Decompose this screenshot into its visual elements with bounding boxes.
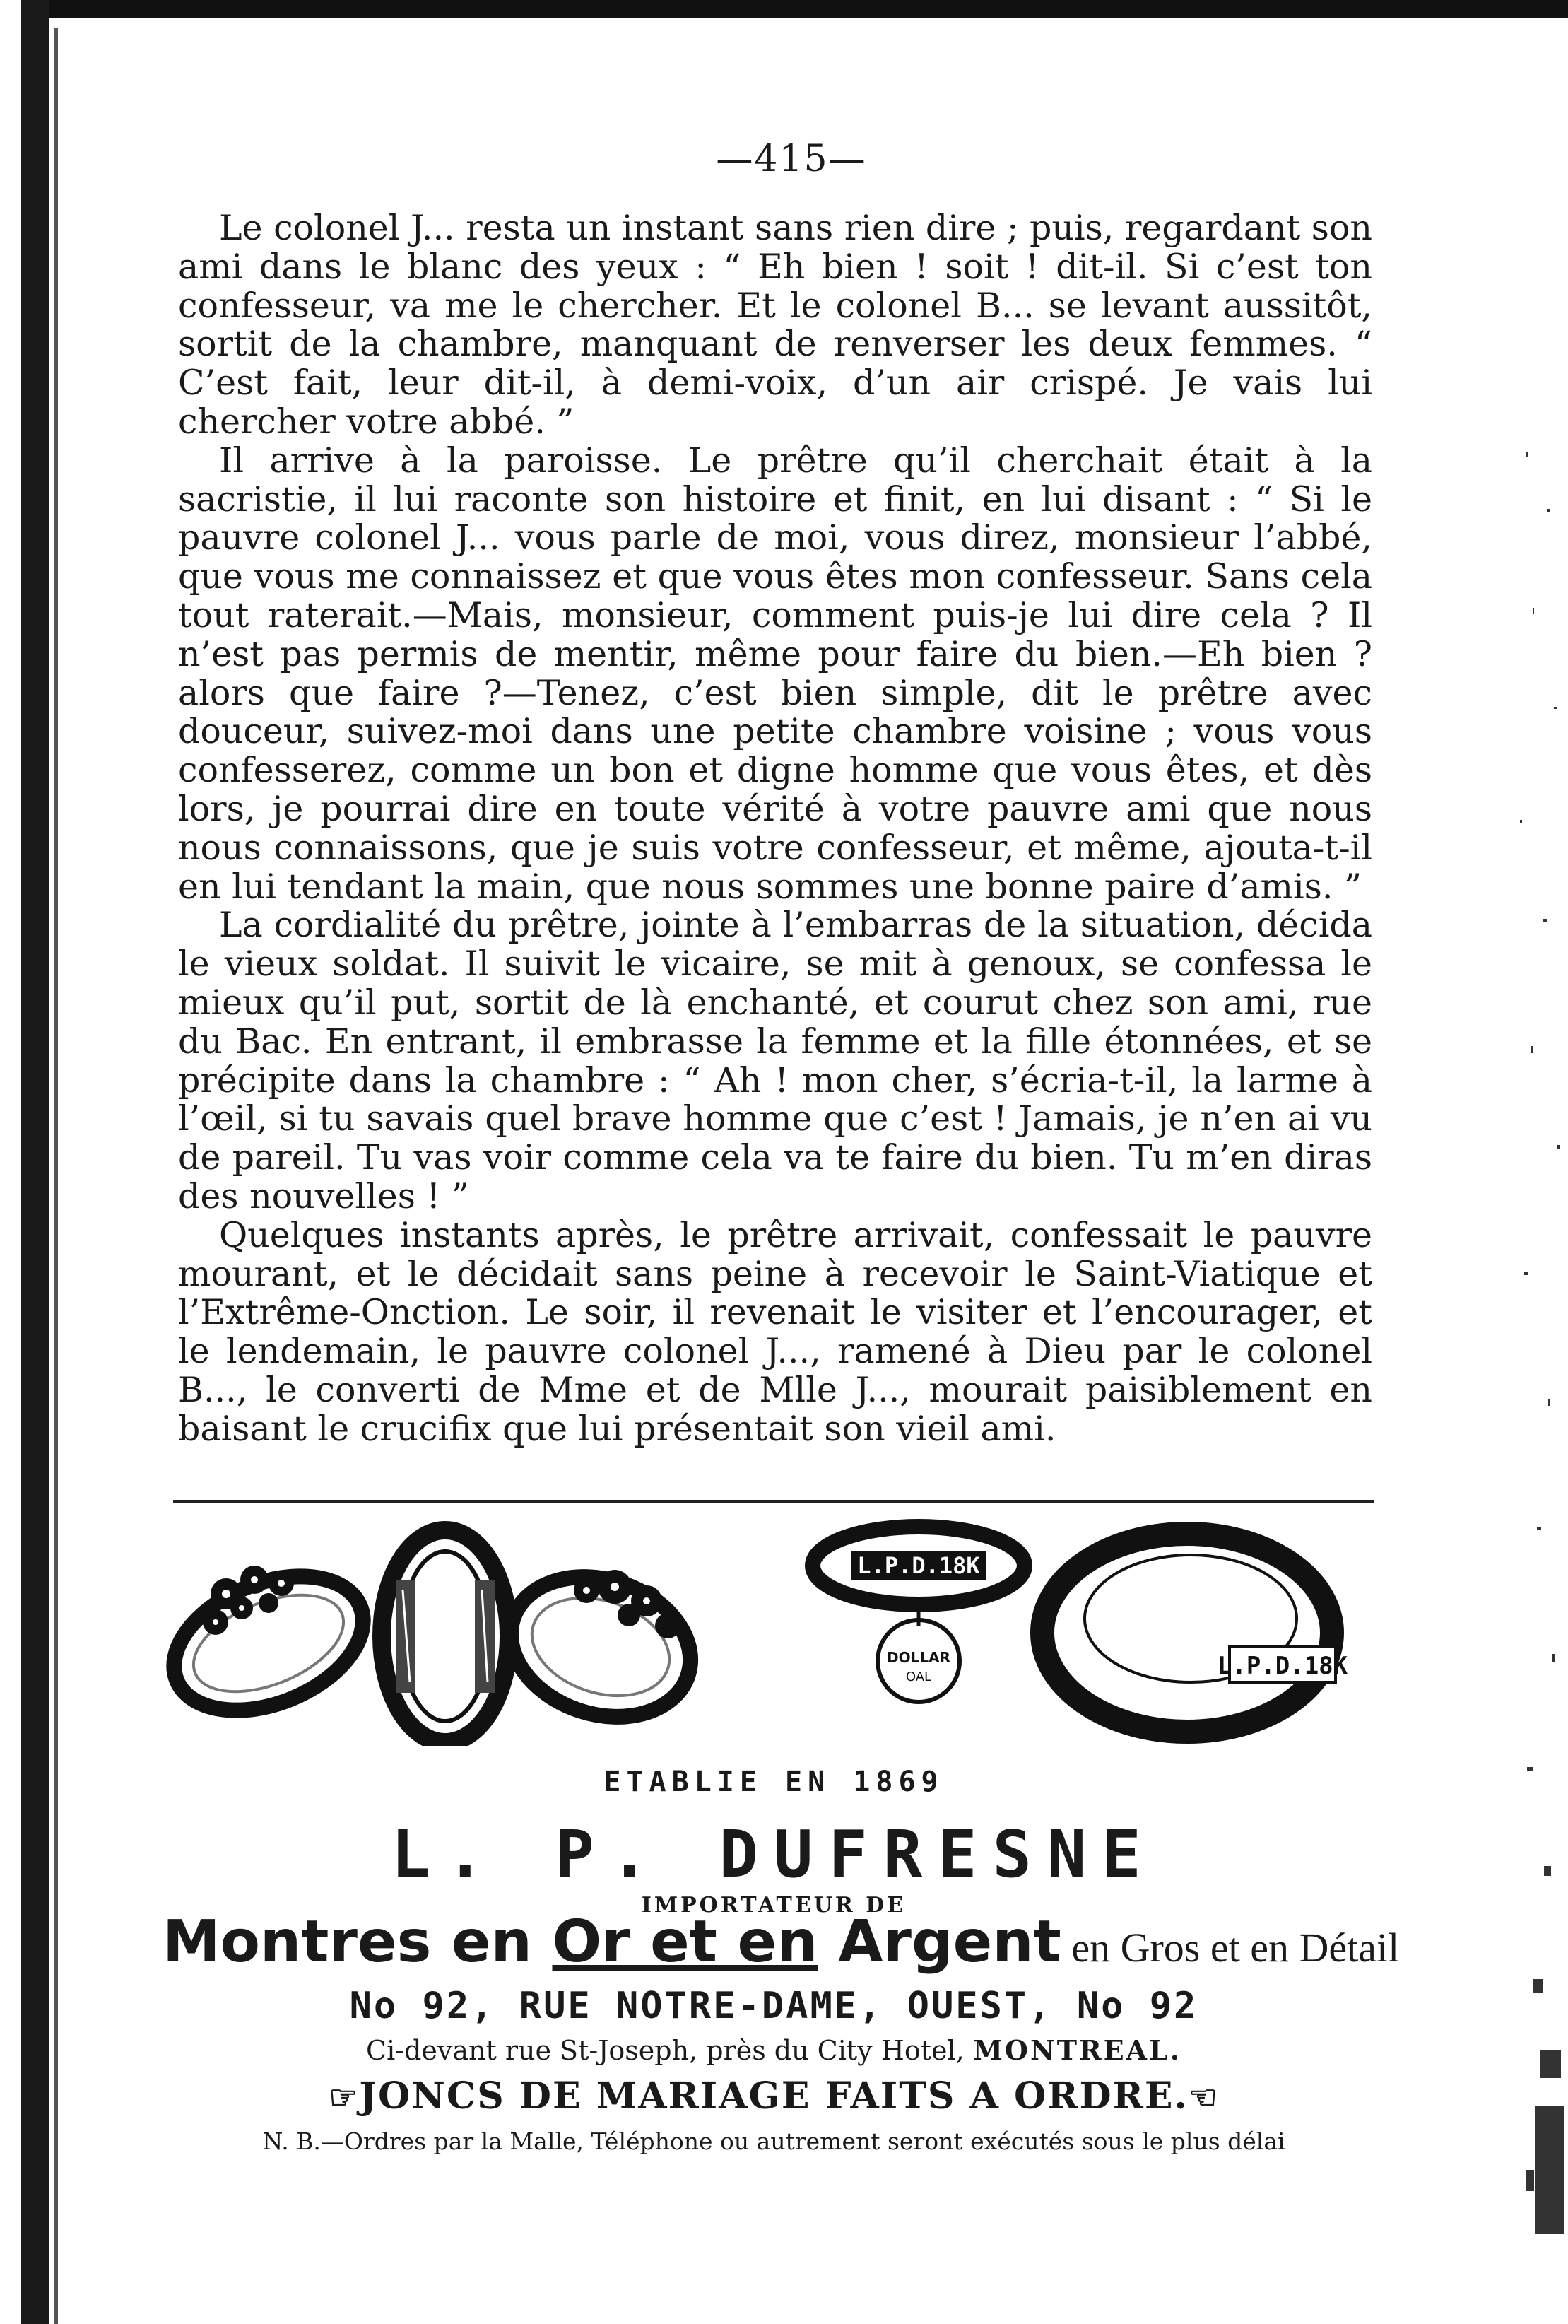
wide-band-icon: [1042, 1534, 1348, 1732]
ring-engraving: L.P.D.18K: [857, 1552, 980, 1579]
pointing-hand-icon: ☜: [1188, 2078, 1219, 2116]
ad-business-name: L. P. DUFRESNE: [391, 1817, 1157, 1892]
page-number: —415—: [716, 138, 867, 180]
ad-formerly: [163, 2034, 1385, 2066]
ad-formerly-text: Ci-devant rue St-Joseph, près du City Hotel,: [366, 2035, 973, 2066]
charm-text: OAL: [905, 1669, 932, 1684]
ad-note: N. B.—Ordres par la Malle, Téléphone ou autrement seront exécutés sous le plus délai: [262, 2128, 1285, 2155]
paragraph: La cordialité du prêtre, jointe à l’embarras de la situation, décida le vieux soldat. Il suivit le vicaire, se mit à genoux, se confessa le mieux qu’il put, sortit de là enchanté, et courut chez son ami, rue du Bac. En entrant, il embrasse la femme et la fille étonnées, et se précipite dans la chambre : “ Ah ! mon cher, s’écria-t-il, la larme à l’œil, si tu savais quel brave homme que c’est ! Jamais, je n’en ai vu de pareil. Tu vas voir comme cela va te faire du bien. Tu m’en diras des nouvelles ! ”: [178, 905, 1372, 1216]
ad-headline-main-2: Argent: [818, 1908, 1061, 1976]
jewelry-illustration: [163, 1513, 1385, 1746]
charm-band-icon: [813, 1527, 1025, 1702]
paragraph: Il arrive à la paroisse. Le prêtre qu’il cherchait était à la sacristie, il lui raconte son histoire et finit, en lui disant : “ Si le pauvre colonel J... vous parle de moi, vous direz, monsieur l’abbé, que vous me connaissez et que vous êtes mon confesseur. Sans cela tout raterait.—Mais, monsieur, comment puis-je lui dire cela ? Il n’est pas permis de mentir, même pour faire du bien.—Eh bien ? alors que faire ?—Tenez, c’est bien simple, dit le prêtre avec douceur, suivez-moi dans une petite chambre voisine ; vous vous confesserez, comme un bon et digne homme que vous êtes, et dès lors, je pourrai dire en toute vérité à votre pauvre ami que nous nous connaissons, que je suis votre confesseur, et même, ajouta-t-il en lui tendant la main, que nous sommes une bonne paire d’amis. ”: [178, 440, 1372, 907]
ad-headline: [163, 1908, 1400, 1976]
ring-engraving: L.P.D.18K: [1217, 1652, 1348, 1680]
scan-top-border: [21, 0, 1568, 18]
charm-text: DOLLAR: [887, 1649, 950, 1666]
ad-headline-small: en Gros et en Détail: [1061, 1925, 1400, 1971]
ad-headline-underlined: Or et en: [552, 1908, 818, 1976]
gem-ring-icon: [163, 1551, 383, 1737]
ad-importer: IMPORTATEUR DE: [641, 1893, 907, 1918]
ad-rings-order-text: JONCS DE MARIAGE FAITS A ORDRE.: [359, 2074, 1189, 2118]
ad-address: No 92, RUE NOTRE-DAME, OUEST, No 92: [349, 1985, 1198, 2027]
ad-headline-main: Montres en: [163, 1908, 553, 1976]
article-body: [178, 209, 1372, 1449]
paragraph: Le colonel J... resta un instant sans rien dire ; puis, regardant son ami dans le blanc des yeux : “ Eh bien ! soit ! dit-il. Si c’est ton confesseur, va me le chercher. Et le colonel B... se levant aussitôt, sortit de la chambre, manquant de renverser les deux femmes. “ C’est fait, leur dit-il, à demi-voix, d’un air crispé. Je vais lui chercher votre abbé. ”: [178, 208, 1372, 442]
ad-established: ETABLIE EN 1869: [603, 1766, 944, 1798]
pointing-hand-icon: ☞: [329, 2078, 360, 2116]
ad-city: MONTREAL.: [972, 2034, 1181, 2066]
section-divider: [173, 1500, 1374, 1503]
scan-left-shadow: [54, 28, 58, 2324]
engraved-band-icon: [382, 1530, 509, 1742]
scan-edge-noise: [1511, 424, 1568, 2324]
paragraph: Quelques instants après, le prêtre arrivait, confessait le pauvre mourant, et le décidait sans peine à recevoir le Saint-Viatique et l’Extrême-Onction. Le soir, il revenait le visiter et l’encourager, et le lendemain, le pauvre colonel J..., ramené à Dieu par le colonel B..., le converti de Mme et de Mlle J..., mourait paisiblement en baisant le crucifix que lui présentait son vieil ami.: [178, 1214, 1372, 1449]
scan-left-border: [21, 0, 49, 2324]
ad-rings-order: [163, 2074, 1385, 2118]
gem-ring-icon: [493, 1554, 709, 1739]
